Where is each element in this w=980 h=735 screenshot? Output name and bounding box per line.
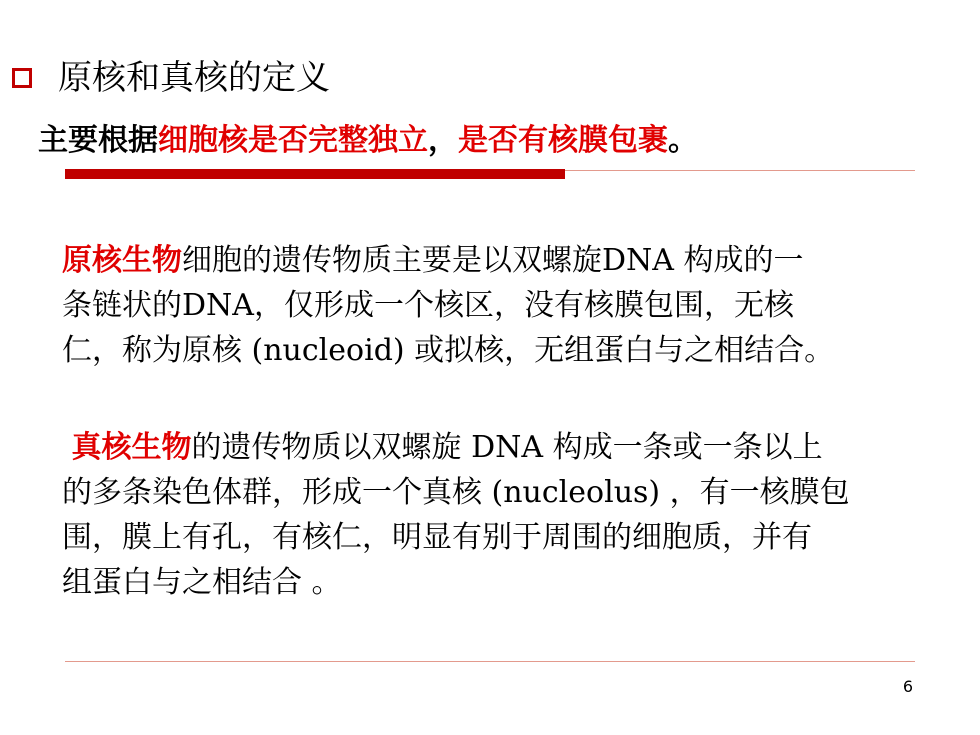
criteria-suffix: 。 [668, 123, 698, 158]
title-underline-rule [565, 170, 915, 171]
prokaryote-paragraph [62, 238, 942, 373]
criteria-comma: ， [428, 123, 458, 158]
eukaryote-line-3: 围，膜上有孔，有核仁，明显有别于周围的细胞质，并有 [62, 520, 812, 555]
square-bullet-icon [12, 68, 32, 88]
criteria-highlight-nucleus: 细胞核是否完整独立 [158, 123, 428, 158]
eukaryote-line-2: 的多条染色体群，形成一个真核 (nucleolus) ，有一核膜包 [62, 475, 850, 510]
eukaryote-term: 真核生物 [71, 430, 192, 465]
slide-heading: 原核和真核的定义 [58, 58, 330, 98]
criteria-prefix: 主要根据 [38, 123, 158, 158]
page-number: 6 [902, 677, 914, 696]
criteria-highlight-membrane: 是否有核膜包裹 [458, 123, 668, 158]
footer-rule [65, 661, 915, 662]
definition-criteria [38, 122, 698, 160]
eukaryote-paragraph [62, 425, 942, 605]
prokaryote-line-3: 仁，称为原核 (nucleoid) 或拟核，无组蛋白与之相结合。 [62, 333, 835, 368]
prokaryote-line-1: 原核生物细胞的遗传物质主要是以双螺旋DNA 构成的一 [62, 243, 804, 278]
eukaryote-line-4: 组蛋白与之相结合 。 [62, 565, 342, 600]
prokaryote-term: 原核生物 [62, 243, 182, 278]
title-underline-bar [65, 169, 565, 179]
eukaryote-line-1: 真核生物的遗传物质以双螺旋 DNA 构成一条或一条以上 [71, 430, 823, 465]
prokaryote-line-2: 条链状的DNA，仅形成一个核区，没有核膜包围，无核 [62, 288, 794, 323]
